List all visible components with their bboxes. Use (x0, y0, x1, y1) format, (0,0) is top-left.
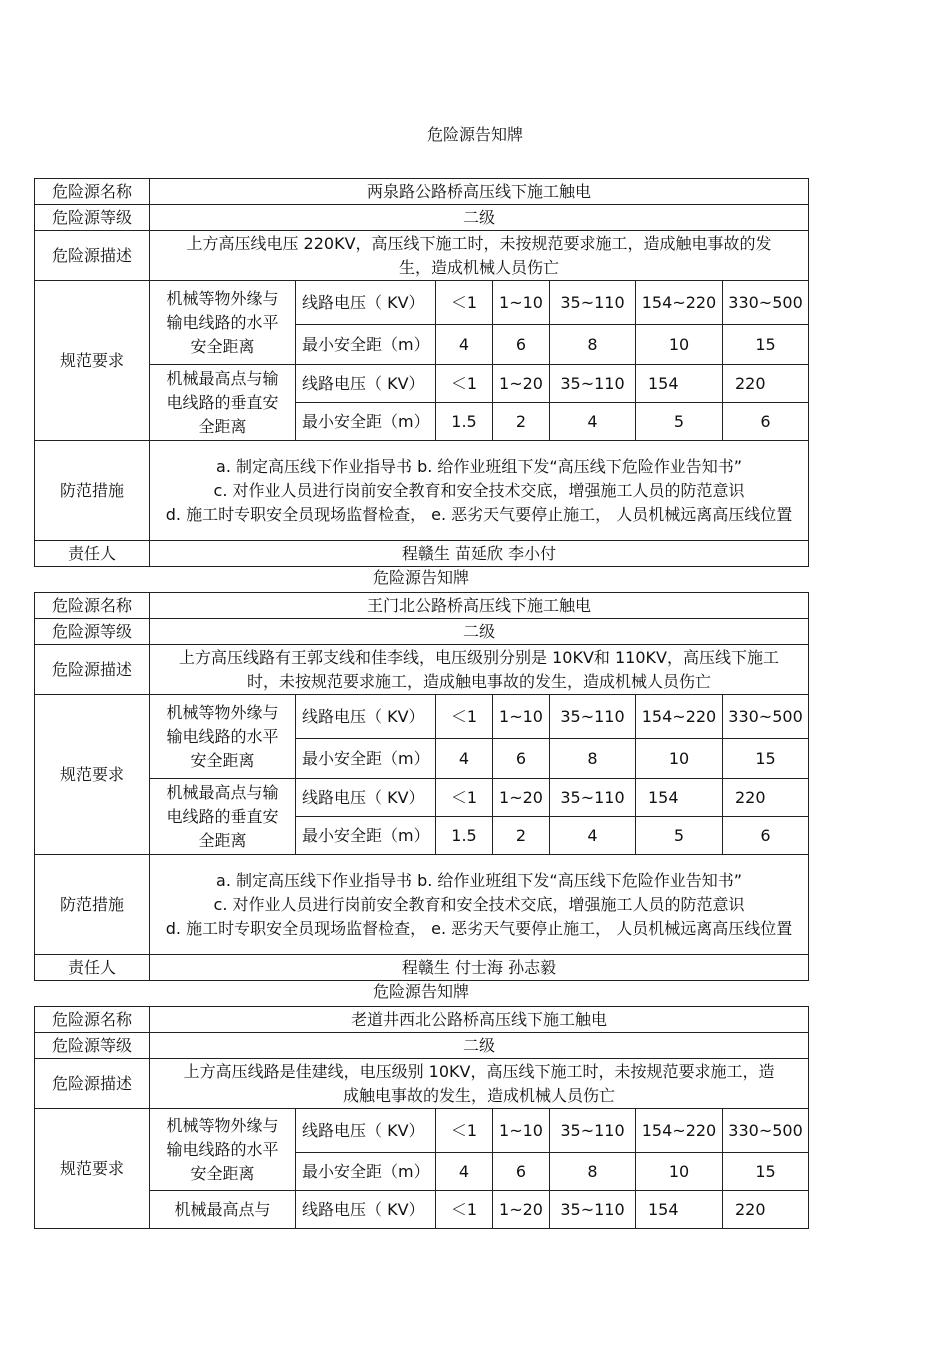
voltage-cell: ＜1 (436, 779, 493, 817)
name-label: 危险源名称 (35, 179, 150, 205)
min-distance-label: 最小安全距（m） (296, 325, 436, 365)
distance-cell: 6 (493, 1153, 550, 1191)
voltage-cell: 35~110 (550, 281, 636, 325)
distance-cell: 1.5 (436, 817, 493, 855)
min-distance-label: 最小安全距（m） (296, 817, 436, 855)
voltage-cell: 35~110 (550, 1109, 636, 1153)
line-voltage-label: 线路电压（ KV） (296, 1191, 436, 1229)
voltage-cell: 154~220 (636, 695, 723, 739)
table-row (35, 779, 809, 817)
voltage-cell: 154 (636, 779, 723, 817)
measures-label: 防范措施 (35, 855, 150, 955)
min-distance-label: 最小安全距（m） (296, 739, 436, 779)
standard-label: 规范要求 (35, 281, 150, 441)
voltage-cell: 220 (723, 779, 809, 817)
voltage-cell: 35~110 (550, 1191, 636, 1229)
distance-cell: 1.5 (436, 403, 493, 441)
vertical-distance-label: 机械最高点与 (150, 1191, 296, 1229)
distance-cell: 8 (550, 739, 636, 779)
table-row (35, 1109, 809, 1153)
voltage-cell: 330~500 (723, 1109, 809, 1153)
standard-label: 规范要求 (35, 1109, 150, 1229)
page-title: 危险源告知牌 (426, 125, 523, 144)
hazard-level: 二级 (150, 205, 809, 231)
voltage-cell: 220 (723, 365, 809, 403)
distance-cell: 5 (636, 403, 723, 441)
hazard-level: 二级 (150, 619, 809, 645)
line-voltage-label: 线路电压（ KV） (296, 365, 436, 403)
measures-label: 防范措施 (35, 441, 150, 541)
hazard-level: 二级 (150, 1033, 809, 1059)
voltage-cell: 220 (723, 1191, 809, 1229)
line-voltage-label: 线路电压（ KV） (296, 281, 436, 325)
horizontal-distance-label: 机械等物外缘与输电线路的水平安全距离 (150, 1109, 296, 1191)
distance-cell: 6 (493, 325, 550, 365)
responsible-persons: 程赣生 苗延欣 李小付 (150, 541, 809, 567)
responsible-persons: 程赣生 付士海 孙志毅 (150, 955, 809, 981)
voltage-cell: 330~500 (723, 281, 809, 325)
hazard-description: 上方高压线路是佳建线，电压级别 10KV，高压线下施工时，未按规范要求施工，造成触电事故的发生，造成机械人员伤亡 (150, 1059, 809, 1109)
distance-cell: 4 (436, 739, 493, 779)
table-row (35, 281, 809, 325)
distance-cell: 4 (550, 817, 636, 855)
distance-cell: 6 (723, 817, 809, 855)
voltage-cell: 35~110 (550, 779, 636, 817)
distance-cell: 6 (723, 403, 809, 441)
table-row (35, 645, 809, 695)
measure-line: c. 对作业人员进行岗前安全教育和安全技术交底，增强施工人员的防范意识 (213, 894, 745, 914)
vertical-distance-label: 机械最高点与输电线路的垂直安全距离 (150, 365, 296, 441)
description-label: 危险源描述 (35, 645, 150, 695)
distance-cell: 5 (636, 817, 723, 855)
vertical-distance-label: 机械最高点与输电线路的垂直安全距离 (150, 779, 296, 855)
hazard-name: 老道井西北公路桥高压线下施工触电 (150, 1007, 809, 1033)
distance-cell: 15 (723, 739, 809, 779)
table-row (35, 179, 809, 205)
line-voltage-label: 线路电压（ KV） (296, 779, 436, 817)
hazard-notice-table-1 (34, 178, 809, 567)
distance-cell: 10 (636, 1153, 723, 1191)
voltage-cell: 1~10 (493, 695, 550, 739)
distance-cell: 8 (550, 1153, 636, 1191)
table-row (35, 1007, 809, 1033)
table-row (35, 1191, 809, 1229)
voltage-cell: 35~110 (550, 695, 636, 739)
table-row (35, 593, 809, 619)
line-voltage-label: 线路电压（ KV） (296, 1109, 436, 1153)
hazard-description: 上方高压线路有王郭支线和佳李线，电压级别分别是 10KV和 110KV，高压线下施工时，未按规范要求施工，造成触电事故的发生，造成机械人员伤亡 (150, 645, 809, 695)
hazard-name: 两泉路公路桥高压线下施工触电 (150, 179, 809, 205)
voltage-cell: ＜1 (436, 1191, 493, 1229)
hazard-description: 上方高压线电压 220KV，高压线下施工时，未按规范要求施工，造成触电事故的发生，造成机械人员伤亡 (150, 231, 809, 281)
distance-cell: 8 (550, 325, 636, 365)
table-row (35, 619, 809, 645)
distance-cell: 4 (436, 325, 493, 365)
voltage-cell: 154~220 (636, 1109, 723, 1153)
voltage-cell: 154 (636, 1191, 723, 1229)
notice-title: 危险源告知牌 (372, 982, 469, 1001)
table-row (35, 541, 809, 567)
distance-cell: 2 (493, 403, 550, 441)
level-label: 危险源等级 (35, 205, 150, 231)
voltage-cell: 1~10 (493, 1109, 550, 1153)
distance-cell: 4 (550, 403, 636, 441)
horizontal-distance-label: 机械等物外缘与输电线路的水平安全距离 (150, 695, 296, 779)
description-label: 危险源描述 (35, 231, 150, 281)
voltage-cell: ＜1 (436, 695, 493, 739)
measure-line: d. 施工时专职安全员现场监督检查， e. 恶劣天气要停止施工， 人员机械远离高压线位置 (165, 918, 793, 938)
name-label: 危险源名称 (35, 593, 150, 619)
horizontal-distance-label: 机械等物外缘与输电线路的水平安全距离 (150, 281, 296, 365)
notice-title: 危险源告知牌 (372, 568, 469, 587)
distance-cell: 6 (493, 739, 550, 779)
voltage-cell: 154~220 (636, 281, 723, 325)
table-row (35, 1033, 809, 1059)
level-label: 危险源等级 (35, 619, 150, 645)
voltage-cell: 330~500 (723, 695, 809, 739)
voltage-cell: 35~110 (550, 365, 636, 403)
distance-cell: 10 (636, 739, 723, 779)
distance-cell: 10 (636, 325, 723, 365)
distance-cell: 4 (436, 1153, 493, 1191)
measure-line: d. 施工时专职安全员现场监督检查， e. 恶劣天气要停止施工， 人员机械远离高压线位置 (165, 504, 793, 524)
voltage-cell: 1~10 (493, 281, 550, 325)
table-row (35, 1059, 809, 1109)
voltage-cell: ＜1 (436, 365, 493, 403)
responsible-label: 责任人 (35, 541, 150, 567)
min-distance-label: 最小安全距（m） (296, 1153, 436, 1191)
voltage-cell: 1~20 (493, 365, 550, 403)
measures-content (150, 441, 809, 541)
voltage-cell: ＜1 (436, 1109, 493, 1153)
distance-cell: 15 (723, 1153, 809, 1191)
measures-content (150, 855, 809, 955)
responsible-label: 责任人 (35, 955, 150, 981)
table-row (35, 955, 809, 981)
table-row (35, 365, 809, 403)
line-voltage-label: 线路电压（ KV） (296, 695, 436, 739)
measure-line: a. 制定高压线下作业指导书 b. 给作业班组下发“高压线下危险作业告知书” (216, 870, 742, 890)
name-label: 危险源名称 (35, 1007, 150, 1033)
voltage-cell: 1~20 (493, 1191, 550, 1229)
table-row (35, 205, 809, 231)
measure-line: a. 制定高压线下作业指导书 b. 给作业班组下发“高压线下危险作业告知书” (216, 456, 742, 476)
distance-cell: 15 (723, 325, 809, 365)
voltage-cell: 154 (636, 365, 723, 403)
voltage-cell: 1~20 (493, 779, 550, 817)
measure-line: c. 对作业人员进行岗前安全教育和安全技术交底，增强施工人员的防范意识 (213, 480, 745, 500)
hazard-notice-table-3 (34, 1006, 809, 1229)
distance-cell: 2 (493, 817, 550, 855)
table-row (35, 441, 809, 541)
description-label: 危险源描述 (35, 1059, 150, 1109)
voltage-cell: ＜1 (436, 281, 493, 325)
table-row (35, 855, 809, 955)
hazard-notice-table-2 (34, 592, 809, 981)
min-distance-label: 最小安全距（m） (296, 403, 436, 441)
table-row (35, 231, 809, 281)
hazard-name: 王门北公路桥高压线下施工触电 (150, 593, 809, 619)
table-row (35, 695, 809, 739)
level-label: 危险源等级 (35, 1033, 150, 1059)
standard-label: 规范要求 (35, 695, 150, 855)
